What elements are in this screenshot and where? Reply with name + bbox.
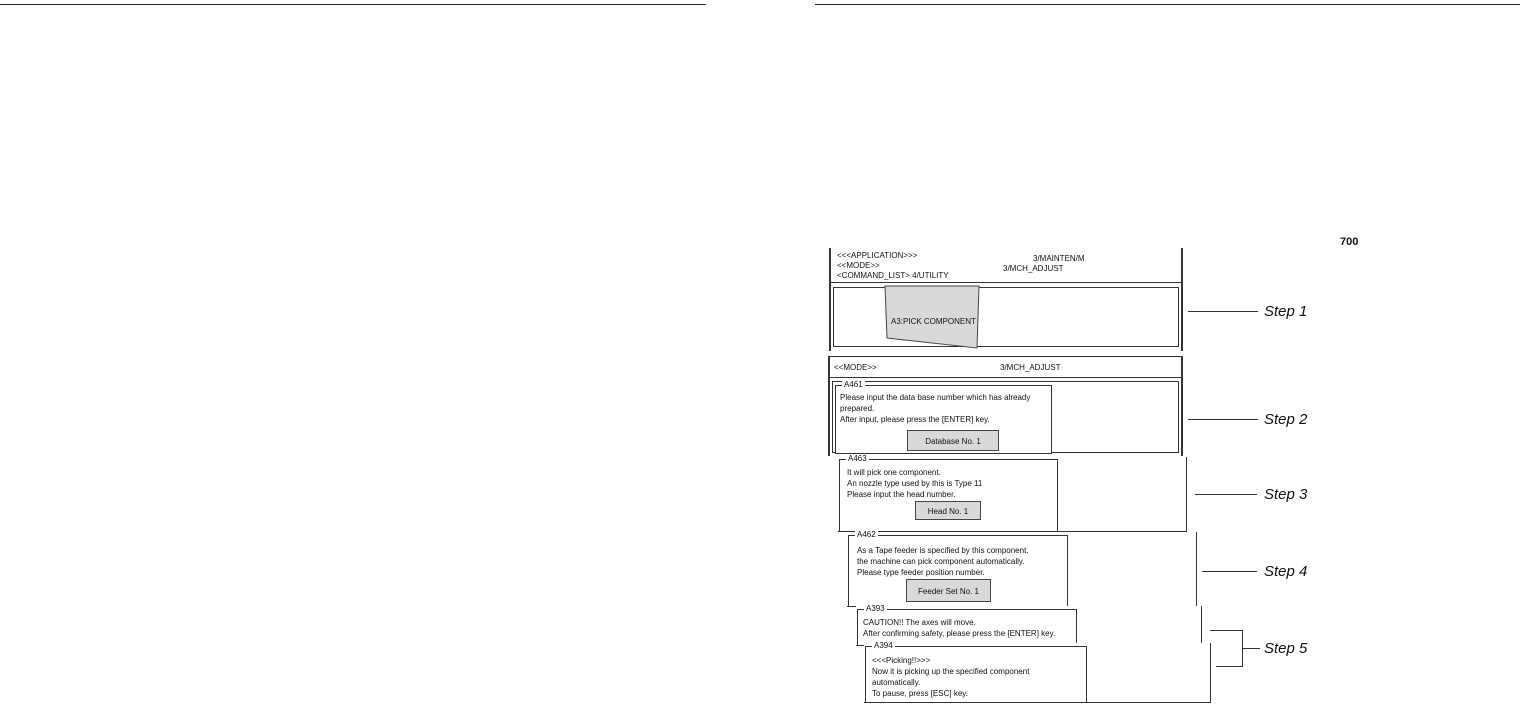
figure-number: 700	[1340, 236, 1359, 248]
dialog-a463	[839, 454, 1058, 532]
dialog-a461-code: A461	[844, 380, 863, 389]
dialog-a462-code: A462	[857, 530, 876, 539]
screen2-divider	[828, 377, 1183, 378]
step5-leader	[1242, 648, 1260, 649]
step2-label: Step 2	[1264, 411, 1308, 428]
application-value: 3/MAINTEN/M	[1033, 254, 1085, 263]
dialog-a394-line: To pause, press [ESC] key.	[872, 689, 968, 698]
screen2-mode-value: 3/MCH_ADJUST	[1000, 363, 1061, 372]
mode-value: 3/MCH_ADJUST	[1003, 264, 1064, 273]
screen1-right-border	[1181, 248, 1183, 351]
dialog-a461-line: After input, please press the [ENTER] key.	[840, 415, 990, 424]
screen2-left-border	[828, 356, 830, 456]
dialog-a394-code: A394	[874, 641, 893, 650]
database-no-field[interactable]: Database No. 1	[907, 430, 999, 451]
application-label: <<<APPLICATION>>>	[837, 251, 918, 260]
dialog-a461-text	[840, 392, 1030, 425]
screen-step5b	[864, 643, 1211, 703]
dialog-a393-text	[863, 617, 1055, 639]
header-rule-right	[815, 4, 1520, 5]
screen-step4	[847, 532, 1197, 607]
dialog-a462-text	[857, 545, 1029, 578]
feeder-set-no-field[interactable]: Feeder Set No. 1	[906, 579, 991, 602]
screen1-left-border	[829, 248, 831, 351]
screen2-top-edge	[828, 356, 1182, 357]
dialog-a463-text	[847, 467, 982, 500]
step3-label: Step 3	[1264, 486, 1308, 503]
head-no-field[interactable]: Head No. 1	[915, 501, 981, 520]
screen2-right-border	[1181, 356, 1183, 456]
command-list-label: <COMMAND_LIST> 4/UTILITY	[837, 271, 949, 280]
screen1-divider	[829, 282, 1183, 283]
dialog-a394-line: Now it is picking up the specified component	[872, 667, 1030, 676]
screen-step5a	[856, 606, 1202, 646]
dialog-a461	[835, 380, 1052, 454]
step1-leader	[1188, 311, 1258, 312]
step5-bracket-top	[1210, 630, 1242, 631]
dialog-a393-code: A393	[866, 604, 885, 613]
dialog-a462	[848, 530, 1068, 607]
step4-leader	[1202, 571, 1257, 572]
dialog-a462-line: the machine can pick component automatically.	[857, 557, 1025, 566]
dialog-a394	[865, 641, 1087, 703]
dialog-a394-line: <<<Picking!!>>>	[872, 656, 931, 665]
dialog-a461-line: Please input the data base number which has already	[840, 393, 1031, 402]
dialog-a463-line: An nozzle type used by this is Type 11	[847, 479, 983, 488]
dialog-a393-line: After confirming safety, please press the [ENTER] key.	[863, 629, 1056, 638]
step3-leader	[1195, 494, 1257, 495]
screen-step2	[828, 356, 1185, 456]
dialog-a463-line: Please input the head number.	[847, 490, 956, 499]
step4-label: Step 4	[1264, 563, 1308, 580]
dialog-a463-line: It will pick one component.	[847, 468, 941, 477]
step1-label: Step 1	[1264, 303, 1308, 320]
step5-bracket-bottom	[1216, 666, 1242, 667]
dialog-a393-line: CAUTION!! The axes will move.	[863, 618, 976, 627]
dialog-a394-text	[872, 655, 1029, 699]
screen2-mode-label: <<MODE>>	[834, 363, 877, 372]
dialog-a394-line: automatically.	[872, 678, 921, 687]
dialog-a461-line: prepared.	[840, 404, 875, 413]
dialog-a463-code: A463	[848, 454, 867, 463]
dialog-a462-line: As a Tape feeder is specified by this component,	[857, 546, 1029, 555]
pick-component-label: A3:PICK COMPONENT	[891, 317, 976, 326]
step5-label: Step 5	[1264, 640, 1308, 657]
mode-label: <<MODE>>	[837, 261, 880, 270]
step2-leader	[1188, 419, 1258, 420]
dialog-a462-line: Please type feeder position number.	[857, 568, 985, 577]
header-rule-left	[0, 4, 706, 5]
screen-step1	[829, 248, 1185, 351]
screen-step3	[838, 454, 1187, 532]
